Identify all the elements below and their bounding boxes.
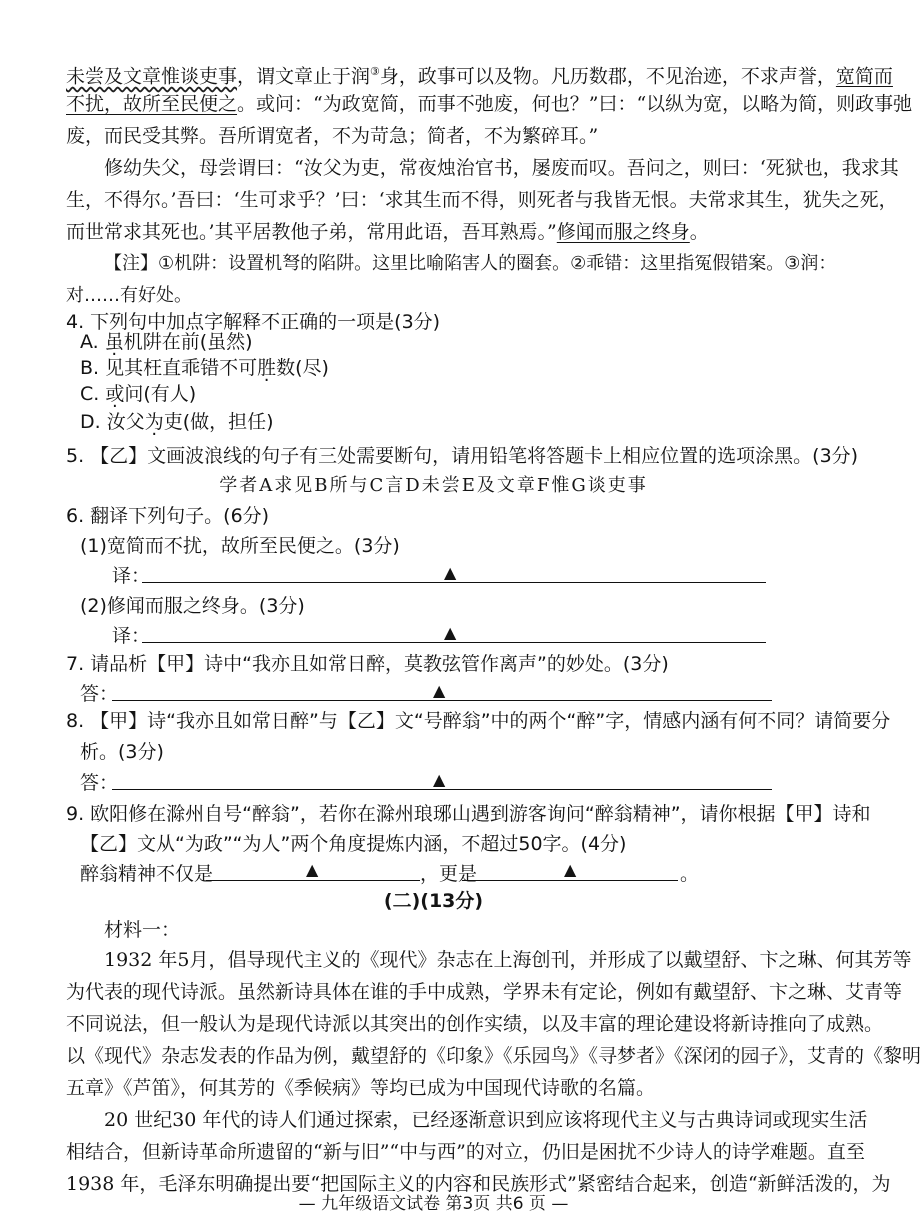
material-line: 20 世纪30 年代的诗人们通过探索，已经逐渐意识到应该将现代主义与古典诗词或现实生活 <box>104 1109 868 1131</box>
footnote-marker: ③ <box>370 65 380 78</box>
passage-text: 而世常求其死也。’其平居教他子弟，常用此语，吾耳熟焉。” <box>66 221 557 243</box>
material-line: 不同说法，但一般认为是现代诗派以其突出的创作实绩，以及丰富的理论建设将新诗推向了成熟。 <box>66 1013 884 1035</box>
passage-text: ，谓文章止于润 <box>237 65 371 88</box>
material-line: 以《现代》杂志发表的作品为例，戴望舒的《印象》《乐园鸟》《寻梦者》《深闭的园子》，艾青的《黎明 <box>66 1045 921 1067</box>
fill-mid: ，更是 <box>420 863 478 885</box>
answer-marker-icon: ▲ <box>433 770 446 789</box>
dotted-char: 胜 <box>257 357 277 379</box>
question-9-stem-line1: 9. 欧阳修在滁州自号“醉翁”，若你在滁州琅琊山遇到游客询问“醉翁精神”，请你根据【甲】诗和 <box>66 803 871 825</box>
passage-text: 。 <box>689 221 709 243</box>
material-1-label: 材料一： <box>104 919 181 941</box>
answer-label: 答： <box>80 683 119 705</box>
answer-marker-icon: ▲ <box>444 623 457 642</box>
fill-blank-character[interactable] <box>462 880 678 881</box>
passage-line: 生，不得尔。’吾曰：‘生可求乎？’曰：‘求其生而不得，则死者与我皆无恨。夫常求其生，犹失之死， <box>66 189 898 211</box>
question-7-stem: 7. 请品析【甲】诗中“我亦且如常日醉，莫教弦管作离声”的妙处。(3分) <box>66 653 669 675</box>
answer-line-8[interactable] <box>112 789 772 790</box>
material-line: 五章》《芦笛》，何其芳的《季候病》等均已成为中国现代诗歌的名篇。 <box>66 1077 656 1099</box>
page-footer: — 九年级语文试卷 第3页 共6 页 — <box>298 1194 569 1214</box>
translation-label: 译： <box>112 625 151 647</box>
dotted-char: 虽 <box>104 331 124 353</box>
answer-marker-icon: ▲ <box>444 563 457 582</box>
underlined-sentence: 不扰，故所至民便之 <box>66 93 238 115</box>
passage-line: 废，而民受其弊。吾所谓宽者，不为苛急；简者，不为繁碎耳。” <box>66 125 599 147</box>
material-line: 相结合，但新诗革命所遗留的“新与旧”“中与西”的对立，仍旧是困扰不少诗人的诗学难题。直至 <box>66 1141 865 1163</box>
question-6-stem: 6. 翻译下列句子。(6分) <box>66 505 270 527</box>
passage-line <box>66 216 792 248</box>
dotted-char: 或 <box>105 383 125 405</box>
passage-text: 身，政事可以及物。凡历数郡，不见治迹，不求声誉， <box>379 65 836 88</box>
fill-blank-governance[interactable] <box>206 880 420 881</box>
material-line: 1938 年，毛泽东明确提出要“把国际主义的内容和民族形式”紧密结合起来，创造“新鲜活泼的，为 <box>66 1173 891 1195</box>
passage-continuation <box>66 56 913 312</box>
question-9-stem-line2: 【乙】文从“为政”“为人”两个角度提炼内涵，不超过50字。(4分) <box>80 833 627 855</box>
question-6-sentence-1: (1)宽简而不扰，故所至民便之。(3分) <box>80 535 400 557</box>
question-8-stem-line2: 析。(3分) <box>80 741 164 763</box>
fill-prefix: 醉翁精神不仅是 <box>80 863 214 885</box>
material-line: 为代表的现代诗派。虽然新诗具体在谁的手中成熟，学界未有定论，例如有戴望舒、卞之琳、艾青等 <box>66 981 903 1003</box>
question-4-option-b: B. 见其枉直乖错不可胜数(尽) <box>80 357 329 379</box>
answer-line-6-2[interactable] <box>142 642 766 643</box>
question-6-sentence-2: (2)修闻而服之终身。(3分) <box>80 595 305 617</box>
answer-marker-icon: ▲ <box>306 860 319 879</box>
annotation-note: 【注】①机阱：设置机弩的陷阱。这里比喻陷害人的圈套。②乖错：这里指冤假错案。③润： <box>104 253 837 274</box>
question-5-sentence: 学者A求见B所与C言D未尝E及文章F惟G谈吏事 <box>219 475 648 496</box>
question-4-option-d: D. 汝父为吏(做，担任) <box>80 411 274 433</box>
answer-line-6-1[interactable] <box>142 582 766 583</box>
annotation-note: 对……有好处。 <box>66 285 192 306</box>
answer-line-7[interactable] <box>112 700 772 701</box>
underlined-sentence: 修闻而服之终身 <box>556 221 690 243</box>
answer-label: 答： <box>80 772 119 794</box>
passage-line <box>66 56 893 88</box>
question-4-stem: 4. 下列句中加点字解释不正确的一项是(3分) <box>66 311 441 333</box>
question-5-stem: 5. 【乙】文画波浪线的句子有三处需要断句，请用铅笔将答题卡上相应位置的选项涂黑。(3分) <box>66 445 859 467</box>
passage-line: 修幼失父，母尝谓曰：“汝父为吏，常夜烛治官书，屡废而叹。吾问之，则曰：‘死狱也，我求其 <box>104 157 899 179</box>
underlined-sentence: 宽简而 <box>835 65 893 88</box>
question-4-option-a: A. 虽机阱在前(虽然) <box>80 331 253 353</box>
dotted-char: 为 <box>144 411 164 433</box>
question-8-stem-line1: 8. 【甲】诗“我亦且如常日醉”与【乙】文“号醉翁”中的两个“醉”字，情感内涵有何不同？请简要分 <box>66 710 891 732</box>
answer-marker-icon: ▲ <box>433 681 446 700</box>
material-1-paragraph-2 <box>66 1104 891 1200</box>
translation-label: 译： <box>112 565 151 587</box>
material-1-paragraph-1 <box>66 944 921 1104</box>
wavy-sentence: 未尝及文章惟谈吏事 <box>66 65 238 88</box>
section-2-title: (二)(13分) <box>383 890 484 912</box>
answer-marker-icon: ▲ <box>564 860 577 879</box>
material-line: 1932 年5月，倡导现代主义的《现代》杂志在上海创刊，并形成了以戴望舒、卞之琳、何其芳等 <box>104 949 912 971</box>
passage-text: 。或问：“为政宽简，而事不弛废，何也？”曰：“以纵为宽，以略为简，则政事弛 <box>237 93 913 115</box>
question-4-option-c: C. 或问(有人) <box>80 383 197 405</box>
fill-end: 。 <box>680 863 700 885</box>
passage-line <box>66 88 913 120</box>
